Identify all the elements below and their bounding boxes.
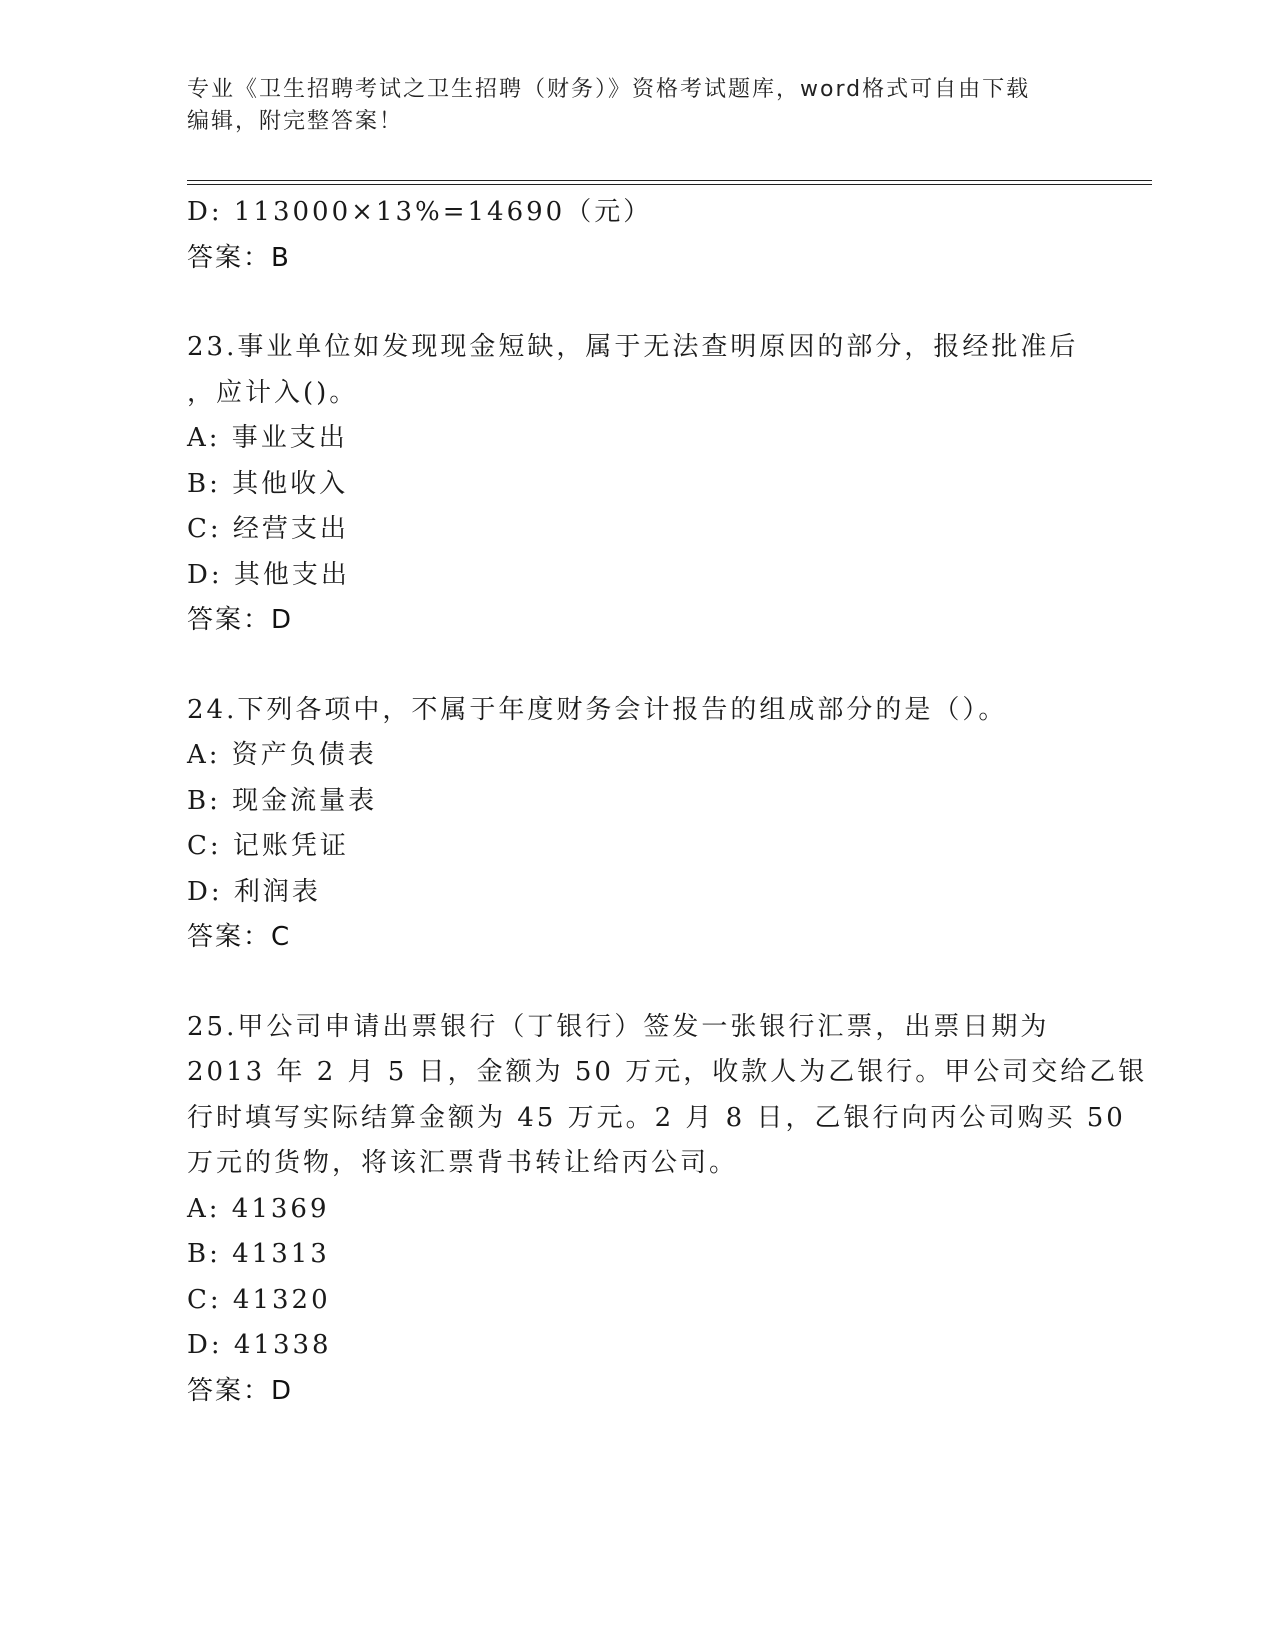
answer-line: 答案：C — [187, 922, 292, 952]
stem-line: 25.甲公司申请出票银行（丁银行）签发一张银行汇票，出票日期为 — [187, 1011, 1050, 1042]
option-a: A: 资产负债表 — [187, 740, 377, 770]
question-stem — [187, 1005, 1148, 1187]
option-d: D: 其他支出 — [187, 559, 350, 590]
option-c: C: 经营支出 — [187, 514, 349, 544]
answer-line: 答案：D — [187, 1375, 294, 1406]
document-header — [187, 74, 1087, 138]
question-stem — [187, 688, 1087, 734]
option-b: B: 其他收入 — [187, 468, 349, 499]
option-b: B: 现金流量表 — [187, 785, 378, 816]
header-line-1: 专业《卫生招聘考试之卫生招聘（财务）》资格考试题库，word格式可自由下载 — [187, 77, 1031, 102]
spacer — [187, 961, 1087, 1005]
stem-line: 23.事业单位如发现现金短缺，属于无法查明原因的部分，报经批准后 — [187, 332, 1079, 362]
stem-line: 2013 年 2 月 5 日，金额为 50 万元，收款人为乙银行。甲公司交给乙银 — [187, 1057, 1148, 1087]
option-a: A: 41369 — [187, 1193, 330, 1224]
option-d: D: 113000×13%=14690（元） — [187, 197, 653, 227]
option-c: C: 记账凭证 — [187, 831, 349, 861]
question-25 — [187, 1005, 1148, 1415]
option-a: A: 事业支出 — [187, 423, 348, 453]
option-c: C: 41320 — [187, 1284, 331, 1315]
option-b: B: 41313 — [187, 1239, 330, 1269]
header-divider-top — [187, 180, 1152, 181]
header-line-2: 编辑，附完整答案！ — [187, 109, 404, 134]
spacer — [187, 644, 1087, 688]
question-23 — [187, 325, 1087, 644]
stem-line: 行时填写实际结算金额为 45 万元。2 月 8 日，乙银行向丙公司购买 50 — [187, 1102, 1126, 1133]
answer-line: 答案：B — [187, 242, 291, 273]
stem-line: ，应计入()。 — [187, 377, 359, 408]
answer-line: 答案：D — [187, 605, 294, 635]
spacer — [187, 281, 1087, 325]
option-d: D: 41338 — [187, 1330, 332, 1360]
stem-line: 万元的货物，将该汇票背书转让给丙公司。 — [187, 1148, 739, 1178]
question-stem — [187, 325, 1087, 416]
question-content — [187, 190, 1148, 1414]
previous-question-tail — [187, 190, 1087, 281]
question-24 — [187, 688, 1087, 961]
header-divider-bottom — [187, 184, 1152, 185]
stem-line: 24.下列各项中，不属于年度财务会计报告的组成部分的是（）。 — [187, 694, 1008, 725]
option-d: D: 利润表 — [187, 876, 321, 907]
